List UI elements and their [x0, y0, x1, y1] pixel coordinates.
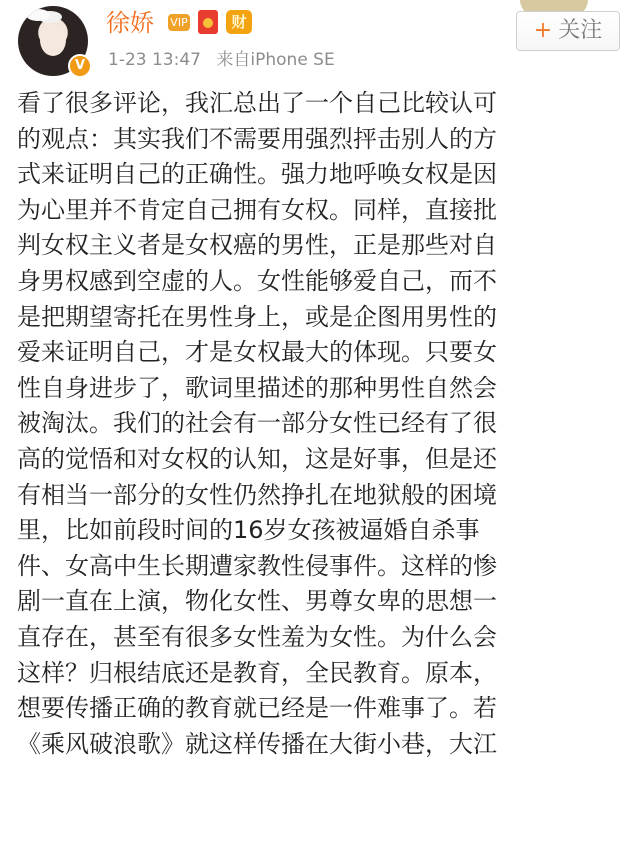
- post-text-line: 身男权感到空虚的人。女性能够爱自己，而不: [17, 266, 497, 295]
- post-text-line: 想要传播正确的教育就已经是一件难事了。若: [17, 694, 497, 723]
- author-name[interactable]: 徐娇: [106, 9, 154, 37]
- post-text-line: 爱来证明自己，才是女权最大的体现。只要女: [17, 338, 497, 367]
- post-text-line: 判女权主义者是女权癌的男性，正是那些对自: [17, 231, 497, 260]
- post-text-line: 《乘风破浪歌》就这样传播在大街小巷，大江: [17, 729, 497, 758]
- post-text-line: 是把期望寄托在男性身上，或是企图用男性的: [17, 302, 497, 331]
- face-shape: [40, 24, 66, 56]
- post-text-line: 的观点：其实我们不需要用强烈抨击别人的方: [17, 124, 497, 153]
- plus-icon: +: [533, 18, 553, 43]
- post-source[interactable]: 来自iPhone SE: [216, 50, 335, 70]
- post-text-line: 式来证明自己的正确性。强力地呼唤女权是因: [17, 160, 497, 189]
- post-text-line: 为心里并不肯定自己拥有女权。同样，直接批: [17, 195, 497, 224]
- post-timestamp: 1-23 13:47: [108, 50, 201, 70]
- verified-badge-icon: V: [68, 54, 92, 78]
- post-text-line: 看了很多评论，我汇总出了一个自己比较认可: [17, 89, 497, 117]
- post-text-line: 被淘汰。我们的社会有一部分女性已经有了很: [17, 409, 497, 438]
- post-text-line: 有相当一部分的女性仍然挣扎在地狱般的困境: [17, 480, 497, 509]
- post-header: [0, 0, 640, 82]
- post-meta: [108, 49, 335, 71]
- post-text-line: 件、女高中生长期遭家教性侵事件。这样的惨: [17, 551, 497, 580]
- follow-button[interactable]: [516, 11, 620, 51]
- post-text-line: 高的觉悟和对女权的认知，这是好事，但是还: [17, 444, 497, 473]
- red-packet-icon[interactable]: [198, 10, 218, 34]
- post-text-line: 这样？归根结底还是教育，全民教育。原本，: [17, 658, 497, 687]
- post-content: [17, 86, 625, 762]
- wealth-badge-icon[interactable]: 财: [226, 10, 252, 34]
- post-text-line: 直存在，甚至有很多女性羞为女性。为什么会: [17, 622, 497, 651]
- vip-icon[interactable]: VIP: [168, 14, 190, 31]
- post-text-line: 剧一直在上演，物化女性、男尊女卑的思想一: [17, 587, 497, 616]
- post-text-line: 性自身进步了，歌词里描述的那种男性自然会: [17, 373, 497, 402]
- post-text-line: 里，比如前段时间的16岁女孩被逼婚自杀事: [17, 516, 480, 545]
- hair-flower-icon: [26, 9, 50, 21]
- follow-button-label: + 关注: [533, 18, 603, 43]
